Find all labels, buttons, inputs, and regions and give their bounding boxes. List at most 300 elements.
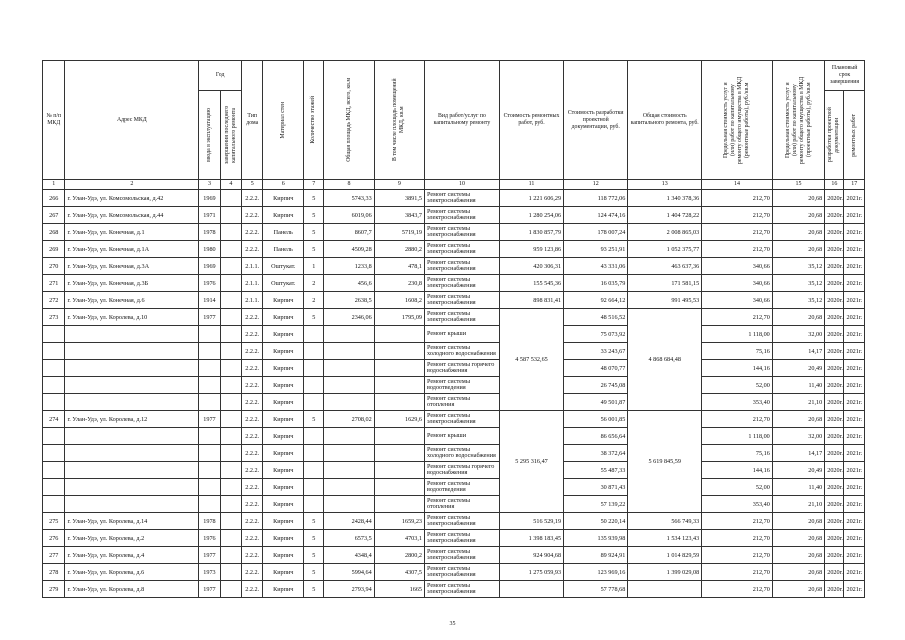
table-cell: Кирпич <box>263 428 304 445</box>
table-cell: 2.1.1. <box>242 275 263 292</box>
table-cell: 340,66 <box>702 292 773 309</box>
table-cell: 4 868 684,48 <box>628 309 702 411</box>
table-cell <box>65 394 199 411</box>
table-cell <box>43 479 65 496</box>
table-cell: Ремонт системы водоотведения <box>425 377 500 394</box>
table-cell <box>43 445 65 462</box>
table-cell: 2.1.1. <box>242 292 263 309</box>
table-row <box>43 326 865 343</box>
table-row <box>43 530 865 547</box>
table-header <box>43 61 865 190</box>
table-cell: 20,68 <box>772 564 824 581</box>
table-cell: 2020г. <box>825 496 844 513</box>
table-cell: 4509,28 <box>324 241 374 258</box>
table-cell: 4307,5 <box>374 564 424 581</box>
table-cell: 5743,33 <box>324 190 374 207</box>
table-cell: 26 745,08 <box>564 377 628 394</box>
table-cell: 16 035,79 <box>564 275 628 292</box>
table-cell <box>374 360 424 377</box>
table-cell: 2020г. <box>825 581 844 598</box>
table-cell: 2.2.2. <box>242 394 263 411</box>
table-cell: 118 772,06 <box>564 190 628 207</box>
table-cell <box>65 496 199 513</box>
table-cell: 1 052 375,77 <box>628 241 702 258</box>
table-cell: 2 <box>304 275 324 292</box>
table-row <box>43 275 865 292</box>
table-cell: г. Улан-Удэ, ул. Королева, д.8 <box>65 581 199 598</box>
table-cell: 268 <box>43 224 65 241</box>
table-cell: 1978 <box>199 513 220 530</box>
table-cell: Кирпич <box>263 547 304 564</box>
table-cell: 2 <box>304 292 324 309</box>
col-number: 16 <box>825 180 844 190</box>
table-cell: 267 <box>43 207 65 224</box>
table-cell: Оштукат. <box>263 275 304 292</box>
table-cell <box>65 326 199 343</box>
table-cell: 2.2.2. <box>242 207 263 224</box>
table-cell: 274 <box>43 411 65 428</box>
table-cell <box>220 258 241 275</box>
table-cell: 1608,2 <box>374 292 424 309</box>
table-cell: Ремонт системы холодного водоснабжения <box>425 445 500 462</box>
table-cell: 20,49 <box>772 462 824 479</box>
table-cell: 456,6 <box>324 275 374 292</box>
table-cell: 1 118,00 <box>702 326 773 343</box>
table-cell: Кирпич <box>263 581 304 598</box>
col-number: 12 <box>564 180 628 190</box>
table-cell: Ремонт системы электроснабжения <box>425 224 500 241</box>
table-cell: 2428,44 <box>324 513 374 530</box>
table-cell: 2020г. <box>825 258 844 275</box>
table-cell: Кирпич <box>263 445 304 462</box>
table-row <box>43 377 865 394</box>
column-number-row <box>43 180 865 190</box>
table-cell <box>304 445 324 462</box>
table-cell: 20,68 <box>772 309 824 326</box>
table-cell: 20,49 <box>772 360 824 377</box>
table-cell: Ремонт системы электроснабжения <box>425 411 500 428</box>
table-row <box>43 445 865 462</box>
repair-schedule-sheet <box>42 60 865 598</box>
table-cell <box>220 275 241 292</box>
table-cell: 275 <box>43 513 65 530</box>
table-body <box>43 190 865 598</box>
table-cell: 2.2.2. <box>242 513 263 530</box>
table-cell: 2.2.2. <box>242 411 263 428</box>
col-total-area-header: Общая площадь МКД, всего, кв.м <box>324 61 374 180</box>
table-cell <box>43 462 65 479</box>
table-cell: 2020г. <box>825 428 844 445</box>
table-cell: 8607,7 <box>324 224 374 241</box>
col-plan-works-header: ремонтных работ <box>844 91 865 180</box>
table-cell: 2.2.2. <box>242 241 263 258</box>
table-cell: 33 243,67 <box>564 343 628 360</box>
col-number: 6 <box>263 180 304 190</box>
table-cell <box>43 360 65 377</box>
table-cell <box>65 377 199 394</box>
table-cell <box>199 496 220 513</box>
table-cell: 1976 <box>199 275 220 292</box>
table-cell <box>65 428 199 445</box>
table-cell: 1977 <box>199 547 220 564</box>
table-cell <box>199 445 220 462</box>
col-limit-cost2-header: Предельная стоимость услуг и (или) работ по капитальному ремонту общего имущества в МКД (проектные работы), руб./кв.м <box>772 61 824 180</box>
table-cell <box>220 445 241 462</box>
table-cell: 2021г. <box>844 258 865 275</box>
col-plan-docs-header: разработки проектной документации <box>825 91 844 180</box>
table-cell <box>199 479 220 496</box>
col-number: 11 <box>499 180 563 190</box>
table-cell <box>65 479 199 496</box>
table-cell: г. Улан-Удэ, ул. Королева, д.6 <box>65 564 199 581</box>
table-cell: 212,70 <box>702 224 773 241</box>
table-cell <box>220 479 241 496</box>
table-cell: 2.2.2. <box>242 190 263 207</box>
table-row <box>43 581 865 598</box>
table-cell: 92 664,12 <box>564 292 628 309</box>
table-cell <box>374 428 424 445</box>
table-row <box>43 411 865 428</box>
table-cell: 2021г. <box>844 445 865 462</box>
table-row <box>43 224 865 241</box>
table-cell: 2.2.2. <box>242 360 263 377</box>
table-cell: Ремонт системы отопления <box>425 496 500 513</box>
table-row <box>43 513 865 530</box>
table-cell: 278 <box>43 564 65 581</box>
table-cell: 271 <box>43 275 65 292</box>
table-cell: 35,12 <box>772 275 824 292</box>
table-cell: 2020г. <box>825 513 844 530</box>
table-cell: 1665 <box>374 581 424 598</box>
table-cell: 48 516,52 <box>564 309 628 326</box>
table-cell: 2021г. <box>844 326 865 343</box>
table-cell: 20,68 <box>772 581 824 598</box>
table-cell: 144,16 <box>702 462 773 479</box>
table-cell: 20,68 <box>772 530 824 547</box>
table-cell: 2021г. <box>844 530 865 547</box>
table-cell: 2.2.2. <box>242 564 263 581</box>
table-cell: 57 139,22 <box>564 496 628 513</box>
table-cell: 1 399 029,08 <box>628 564 702 581</box>
table-cell: г. Улан-Удэ, ул. Конечная, д.1А <box>65 241 199 258</box>
table-cell: 86 656,64 <box>564 428 628 445</box>
table-cell: 35,12 <box>772 292 824 309</box>
table-cell: 49 501,87 <box>564 394 628 411</box>
table-cell: Ремонт системы холодного водоснабжения <box>425 343 500 360</box>
table-cell: 2021г. <box>844 224 865 241</box>
table-cell: Ремонт системы электроснабжения <box>425 513 500 530</box>
table-cell: 20,68 <box>772 224 824 241</box>
table-cell: Кирпич <box>263 377 304 394</box>
table-cell <box>65 462 199 479</box>
table-cell <box>304 428 324 445</box>
table-cell: 924 904,68 <box>499 547 563 564</box>
table-cell: 2020г. <box>825 224 844 241</box>
table-cell: 1980 <box>199 241 220 258</box>
table-cell: 2020г. <box>825 564 844 581</box>
table-cell <box>304 479 324 496</box>
col-number: 4 <box>220 180 241 190</box>
table-cell <box>220 377 241 394</box>
table-cell: 57 778,68 <box>564 581 628 598</box>
table-cell: 2021г. <box>844 190 865 207</box>
table-cell: 3891,5 <box>374 190 424 207</box>
table-cell <box>374 496 424 513</box>
table-cell: 20,68 <box>772 547 824 564</box>
table-cell: 20,68 <box>772 513 824 530</box>
table-cell: 2800,2 <box>374 547 424 564</box>
table-cell: 212,70 <box>702 207 773 224</box>
table-cell <box>374 479 424 496</box>
col-number: 9 <box>374 180 424 190</box>
table-cell: 273 <box>43 309 65 326</box>
table-cell <box>220 530 241 547</box>
table-cell: Кирпич <box>263 462 304 479</box>
table-cell <box>304 360 324 377</box>
table-cell: 2020г. <box>825 547 844 564</box>
table-row <box>43 496 865 513</box>
table-cell: 1659,23 <box>374 513 424 530</box>
table-cell: 20,68 <box>772 207 824 224</box>
table-cell: Кирпич <box>263 513 304 530</box>
table-cell: 478,1 <box>374 258 424 275</box>
table-cell: 898 831,41 <box>499 292 563 309</box>
table-cell: Ремонт системы электроснабжения <box>425 564 500 581</box>
table-cell: Кирпич <box>263 292 304 309</box>
col-number: 17 <box>844 180 865 190</box>
table-cell: 5 <box>304 581 324 598</box>
table-cell: 212,70 <box>702 530 773 547</box>
table-cell: 2.2.2. <box>242 343 263 360</box>
col-number: 1 <box>43 180 65 190</box>
table-cell: 93 251,91 <box>564 241 628 258</box>
table-cell: 20,68 <box>772 411 824 428</box>
table-cell: 269 <box>43 241 65 258</box>
table-cell: 5 <box>304 513 324 530</box>
table-cell: 2021г. <box>844 292 865 309</box>
table-cell <box>220 224 241 241</box>
table-cell: Ремонт системы электроснабжения <box>425 292 500 309</box>
table-cell: г. Улан-Удэ, ул. Королева, д.4 <box>65 547 199 564</box>
col-cost-total-header: Общая стоимость капитального ремонта, руб. <box>628 61 702 180</box>
table-cell <box>324 377 374 394</box>
table-cell <box>324 496 374 513</box>
table-cell: 2.2.2. <box>242 224 263 241</box>
table-cell: 2.2.2. <box>242 547 263 564</box>
table-cell: 2020г. <box>825 292 844 309</box>
table-cell: 270 <box>43 258 65 275</box>
table-cell: 2020г. <box>825 207 844 224</box>
table-cell: 2.2.2. <box>242 445 263 462</box>
table-cell: 212,70 <box>702 309 773 326</box>
table-cell: 20,68 <box>772 241 824 258</box>
table-cell: 1977 <box>199 309 220 326</box>
table-cell: Кирпич <box>263 309 304 326</box>
table-cell <box>199 428 220 445</box>
table-cell: 212,70 <box>702 564 773 581</box>
table-cell: 2021г. <box>844 581 865 598</box>
table-cell: 2.1.1. <box>242 258 263 275</box>
table-cell: 1971 <box>199 207 220 224</box>
table-cell: 2.2.2. <box>242 377 263 394</box>
table-cell: 277 <box>43 547 65 564</box>
table-cell: г. Улан-Удэ, ул. Конечная, д.3Б <box>65 275 199 292</box>
table-row <box>43 564 865 581</box>
table-cell: 38 372,64 <box>564 445 628 462</box>
table-cell: 1976 <box>199 530 220 547</box>
table-cell: Ремонт системы горячего водоснабжения <box>425 360 500 377</box>
table-cell <box>304 394 324 411</box>
repair-table <box>42 60 865 598</box>
table-cell: 2020г. <box>825 377 844 394</box>
table-cell: 171 581,15 <box>628 275 702 292</box>
table-row <box>43 343 865 360</box>
table-cell: 2020г. <box>825 275 844 292</box>
table-cell: 2.2.2. <box>242 479 263 496</box>
table-cell <box>304 326 324 343</box>
table-cell: г. Улан-Удэ, ул. Конечная, д.1 <box>65 224 199 241</box>
table-cell: Кирпич <box>263 360 304 377</box>
col-number: 14 <box>702 180 773 190</box>
table-cell: 340,66 <box>702 275 773 292</box>
table-cell: г. Улан-Удэ, ул. Королева, д.12 <box>65 411 199 428</box>
table-cell <box>199 343 220 360</box>
table-row <box>43 241 865 258</box>
table-cell <box>220 207 241 224</box>
table-cell: 1978 <box>199 224 220 241</box>
table-cell: Ремонт крыши <box>425 326 500 343</box>
table-cell: 212,70 <box>702 241 773 258</box>
table-cell: Ремонт системы водоотведения <box>425 479 500 496</box>
table-cell: 2020г. <box>825 343 844 360</box>
table-cell: 75,16 <box>702 343 773 360</box>
table-cell: 1 <box>304 258 324 275</box>
table-cell: 212,70 <box>702 190 773 207</box>
table-cell: 1 404 728,22 <box>628 207 702 224</box>
table-cell: 155 545,36 <box>499 275 563 292</box>
table-cell <box>220 241 241 258</box>
table-cell: Оштукат. <box>263 258 304 275</box>
col-number: 2 <box>65 180 199 190</box>
table-cell: 959 123,86 <box>499 241 563 258</box>
table-cell: 2020г. <box>825 411 844 428</box>
table-cell: 5 <box>304 411 324 428</box>
table-cell: 2021г. <box>844 564 865 581</box>
table-cell: 14,17 <box>772 343 824 360</box>
table-cell <box>324 479 374 496</box>
table-cell: 1 398 183,45 <box>499 530 563 547</box>
table-cell: 2021г. <box>844 547 865 564</box>
table-cell: 2021г. <box>844 394 865 411</box>
table-cell: 1969 <box>199 258 220 275</box>
table-cell: 52,00 <box>702 377 773 394</box>
table-cell: 1 534 123,43 <box>628 530 702 547</box>
table-cell <box>220 360 241 377</box>
table-row <box>43 190 865 207</box>
table-cell <box>374 445 424 462</box>
table-cell: 2020г. <box>825 530 844 547</box>
table-cell: 5 <box>304 309 324 326</box>
table-cell: 1 830 857,79 <box>499 224 563 241</box>
table-cell: Ремонт системы электроснабжения <box>425 530 500 547</box>
table-cell: 4 587 532,65 <box>499 309 563 411</box>
table-cell: г. Улан-Удэ, ул. Королева, д.14 <box>65 513 199 530</box>
table-cell: 212,70 <box>702 581 773 598</box>
table-cell <box>220 462 241 479</box>
table-cell: 35,12 <box>772 258 824 275</box>
table-cell <box>199 394 220 411</box>
col-address-header: Адрес МКД <box>65 61 199 180</box>
table-cell: 11,40 <box>772 479 824 496</box>
col-house-type-header: Тип дома <box>242 61 263 180</box>
table-cell: 1 118,00 <box>702 428 773 445</box>
table-cell: 123 969,16 <box>564 564 628 581</box>
table-cell: 353,40 <box>702 394 773 411</box>
table-cell: 2021г. <box>844 377 865 394</box>
table-cell: 1 340 378,36 <box>628 190 702 207</box>
table-cell: 75 073,92 <box>564 326 628 343</box>
table-cell: 5994,64 <box>324 564 374 581</box>
table-cell: Кирпич <box>263 564 304 581</box>
table-cell: 30 871,43 <box>564 479 628 496</box>
table-cell: 56 001,85 <box>564 411 628 428</box>
table-cell: Кирпич <box>263 326 304 343</box>
table-cell: 2021г. <box>844 496 865 513</box>
table-cell <box>65 360 199 377</box>
table-cell <box>374 343 424 360</box>
table-cell <box>324 343 374 360</box>
table-cell: 2020г. <box>825 445 844 462</box>
table-cell: 1977 <box>199 581 220 598</box>
table-cell: 2708,02 <box>324 411 374 428</box>
table-cell: 5 619 845,59 <box>628 411 702 513</box>
table-cell <box>324 394 374 411</box>
table-cell <box>220 309 241 326</box>
col-num-header: № п/п МКД <box>43 61 65 180</box>
table-cell <box>324 445 374 462</box>
col-number: 15 <box>772 180 824 190</box>
table-cell: 21,10 <box>772 496 824 513</box>
table-row <box>43 462 865 479</box>
table-cell: 11,40 <box>772 377 824 394</box>
col-work-type-header: Вид работ/услуг по капитальному ремонту <box>425 61 500 180</box>
table-cell: 32,00 <box>772 428 824 445</box>
col-number: 3 <box>199 180 220 190</box>
table-cell: 212,70 <box>702 547 773 564</box>
col-year-commission-header: ввода в эксплуатацию <box>199 91 220 180</box>
table-cell: 276 <box>43 530 65 547</box>
table-cell: Кирпич <box>263 394 304 411</box>
table-cell: г. Улан-Удэ, ул. Королева, д.2 <box>65 530 199 547</box>
table-cell: 2.2.2. <box>242 428 263 445</box>
table-cell: 5 <box>304 241 324 258</box>
table-cell: 2.2.2. <box>242 496 263 513</box>
table-cell: 5 <box>304 190 324 207</box>
table-row <box>43 479 865 496</box>
col-number: 8 <box>324 180 374 190</box>
table-cell: Ремонт системы электроснабжения <box>425 309 500 326</box>
table-row <box>43 394 865 411</box>
col-living-area-header: В том числе площадь помещений МКД, кв.м <box>374 61 424 180</box>
table-cell: 1 221 606,29 <box>499 190 563 207</box>
table-cell: 2346,06 <box>324 309 374 326</box>
col-number: 13 <box>628 180 702 190</box>
table-cell: 5 <box>304 564 324 581</box>
table-cell: 2021г. <box>844 462 865 479</box>
table-cell: 1233,8 <box>324 258 374 275</box>
table-cell: 3843,7 <box>374 207 424 224</box>
table-cell <box>304 377 324 394</box>
